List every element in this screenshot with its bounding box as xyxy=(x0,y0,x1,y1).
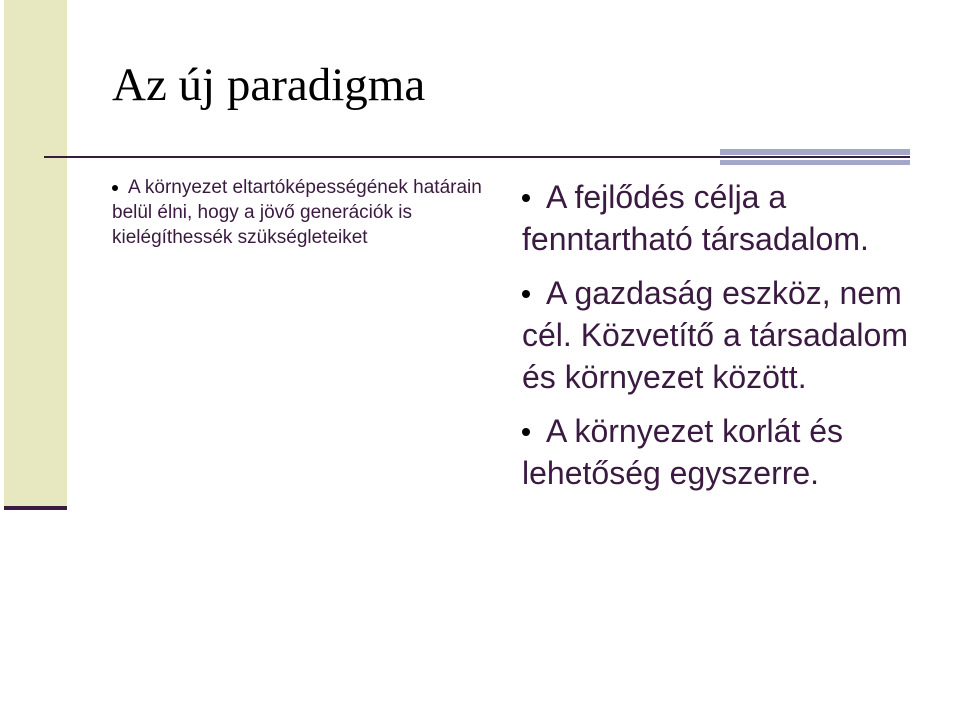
left-bullet-text: A környezet eltartóképességének határain belül élni, hogy a jövő generációk is kielégíthessék szükségleteiket xyxy=(112,177,482,248)
title-divider xyxy=(44,156,910,158)
right-bullet-text: A gazdaság eszköz, nem cél. Közvetítő a társadalom és környezet között. xyxy=(522,275,908,395)
right-bullet-list xyxy=(522,176,942,506)
side-bar-decoration xyxy=(4,0,67,508)
bullet-dot-icon xyxy=(522,428,530,436)
right-bullet-item xyxy=(522,176,942,260)
left-bullet-item xyxy=(112,175,492,250)
side-bar-foot-decoration xyxy=(4,506,67,510)
bullet-dot-icon xyxy=(112,185,118,191)
right-bullet-text: A fejlődés célja a fenntartható társadalom. xyxy=(522,179,869,257)
left-bullet-list xyxy=(112,175,492,250)
right-bullet-item xyxy=(522,410,942,494)
title-accent-bar-bottom xyxy=(720,160,910,165)
bullet-dot-icon xyxy=(522,194,530,202)
bullet-dot-icon xyxy=(522,290,530,298)
right-bullet-text: A környezet korlát és lehetőség egyszerre. xyxy=(522,413,844,491)
slide-title: Az új paradigma xyxy=(112,59,426,111)
title-accent-bar-top xyxy=(720,149,910,155)
right-bullet-item xyxy=(522,272,942,398)
